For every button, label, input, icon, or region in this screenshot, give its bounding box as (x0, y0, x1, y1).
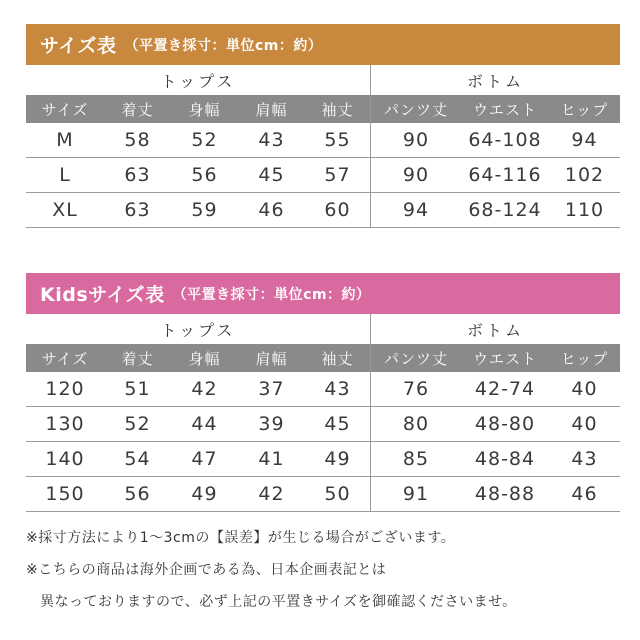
table-cell: 44 (191, 413, 218, 435)
table-cell: 80 (402, 413, 430, 435)
header-size: サイズ (41, 349, 89, 368)
table-cell: 45 (258, 164, 285, 186)
table-cell: 94 (571, 129, 598, 151)
table-row (26, 193, 620, 228)
table-cell: 56 (191, 164, 218, 186)
header-sleeve-length: 袖丈 (305, 344, 371, 372)
header-body-width: 身幅 (188, 100, 221, 119)
size-cell: M (56, 129, 74, 151)
table-cell: 48-84 (474, 448, 536, 470)
table-cell: 63 (124, 199, 151, 221)
kids-column-header-row (26, 344, 620, 372)
size-cell: 120 (45, 378, 85, 400)
table-cell: 56 (124, 483, 151, 505)
table-row (26, 442, 620, 477)
table-cell: 49 (191, 483, 218, 505)
table-cell: 59 (191, 199, 218, 221)
table-cell: 57 (305, 158, 371, 192)
adult-table-subtitle: （平置き採寸：単位cm：約） (124, 37, 323, 54)
bottoms-group-label: ボトム (466, 320, 524, 340)
table-cell: 76 (402, 378, 430, 400)
table-cell: 63 (124, 164, 151, 186)
table-row (26, 158, 620, 193)
table-cell: 45 (305, 407, 371, 441)
note-check-size: 異なっておりますので、必ず上記の平置きサイズを御確認くださいませ。 (40, 594, 517, 610)
table-cell: 48-80 (474, 413, 536, 435)
notes-section (26, 522, 626, 618)
tops-group-label: トップス (26, 65, 371, 95)
table-cell: 43 (305, 372, 371, 406)
table-cell: 41 (258, 448, 285, 470)
header-length: 着丈 (121, 349, 154, 368)
table-cell: 102 (564, 164, 605, 186)
table-cell: 94 (402, 199, 430, 221)
header-shoulder-width: 肩幅 (255, 349, 288, 368)
adult-size-table (26, 24, 620, 228)
table-cell: 42 (258, 483, 285, 505)
header-body-width: 身幅 (188, 349, 221, 368)
header-hip: ヒップ (560, 100, 609, 119)
table-cell: 49 (305, 442, 371, 476)
header-waist: ウエスト (472, 100, 537, 119)
table-cell: 91 (402, 483, 430, 505)
table-cell: 64-108 (468, 129, 542, 151)
table-cell: 43 (258, 129, 285, 151)
table-cell: 40 (571, 378, 598, 400)
table-cell: 85 (402, 448, 430, 470)
table-cell: 43 (571, 448, 598, 470)
table-cell: 40 (571, 413, 598, 435)
table-cell: 51 (124, 378, 151, 400)
table-cell: 42-74 (474, 378, 536, 400)
table-row (26, 477, 620, 512)
table-cell: 46 (258, 199, 285, 221)
size-cell: 130 (45, 413, 85, 435)
table-cell: 39 (258, 413, 285, 435)
kids-table-subtitle: （平置き採寸：単位cm：約） (172, 286, 371, 303)
table-row (26, 372, 620, 407)
kids-table-title: Kidsサイズ表 (40, 284, 165, 306)
table-cell: 54 (124, 448, 151, 470)
table-cell: 60 (305, 193, 371, 227)
size-cell: L (59, 164, 71, 186)
table-cell: 48-88 (474, 483, 536, 505)
size-cell: 140 (45, 448, 85, 470)
table-cell: 52 (124, 413, 151, 435)
table-cell: 55 (305, 123, 371, 157)
note-overseas-product: ※こちらの商品は海外企画である為、日本企画表記とは (26, 562, 387, 578)
kids-table-title-bar (26, 273, 620, 314)
adult-column-header-row (26, 95, 620, 123)
bottoms-group-label: ボトム (466, 71, 524, 91)
header-hip: ヒップ (560, 349, 609, 368)
table-cell: 47 (191, 448, 218, 470)
table-cell: 90 (402, 164, 430, 186)
note-measurement-error: ※採寸方法により1～3cmの【誤差】が生じる場合がございます。 (26, 530, 456, 546)
kids-group-header-row (26, 314, 620, 344)
table-cell: 90 (402, 129, 430, 151)
header-length: 着丈 (121, 100, 154, 119)
table-cell: 52 (191, 129, 218, 151)
header-size: サイズ (41, 100, 89, 119)
header-pants-length: パンツ丈 (383, 100, 448, 119)
header-waist: ウエスト (472, 349, 537, 368)
table-cell: 58 (124, 129, 151, 151)
adult-group-header-row (26, 65, 620, 95)
header-pants-length: パンツ丈 (383, 349, 448, 368)
table-cell: 64-116 (468, 164, 542, 186)
table-cell: 42 (191, 378, 218, 400)
adult-table-title: サイズ表 (40, 35, 117, 57)
table-cell: 110 (564, 199, 605, 221)
table-cell: 68-124 (468, 199, 542, 221)
table-row (26, 407, 620, 442)
table-cell: 37 (258, 378, 285, 400)
table-cell: 46 (571, 483, 598, 505)
adult-table-title-bar (26, 24, 620, 65)
header-sleeve-length: 袖丈 (305, 95, 371, 123)
table-row (26, 123, 620, 158)
size-cell: XL (52, 199, 78, 221)
kids-size-table (26, 273, 620, 512)
size-cell: 150 (45, 483, 85, 505)
tops-group-label: トップス (26, 314, 371, 344)
header-shoulder-width: 肩幅 (255, 100, 288, 119)
table-cell: 50 (305, 477, 371, 511)
